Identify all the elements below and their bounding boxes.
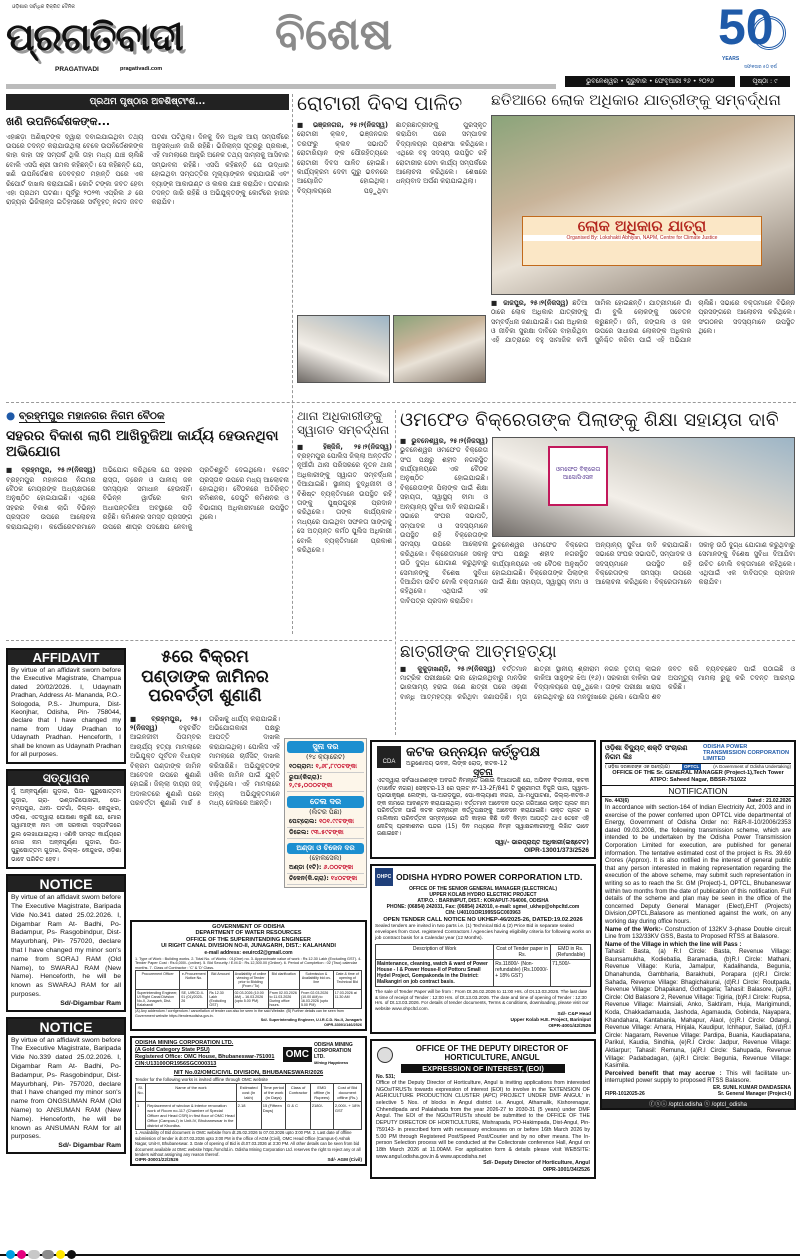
continued-story (6, 94, 289, 399)
black-dot (67, 1250, 76, 1259)
govt-emblem-icon (377, 1047, 393, 1063)
masthead (0, 0, 800, 92)
ad-text: By virtue of an affidavit sworn before The Executive Magistrate, Baripada Vide No.341 dated 25.02.2026. I, Digambar Ram At- Badhi, Po- Badampur, Ps- Rasgobindpur, Dist- Mayurbhanj, Pin- 757020, declare that I have changed my minor son's name from SORAJ RAM (Old Name), to SWARAJ RAM (New Name). Henceforth, he will be known as SWARAJ RAM for all purposes. (11, 894, 121, 998)
fuel-price: ତେଲ ଦର (ଲିଟର ପିଛା) ପେଟ୍ରୋଲ: ୧୦୧.୯୯ଟଙ୍କା ଡିଜେଲ: ୯୩.୫୯ଟଙ୍କା (285, 794, 366, 841)
magenta-dot (17, 1250, 26, 1259)
ad-title: ସତ୍ୟାପନ (8, 771, 124, 786)
cyan-dot (6, 1250, 15, 1259)
yellow-dot (56, 1250, 65, 1259)
omfed-photo (492, 437, 795, 537)
story-title: ଓମଫେଡ ବିକ୍ରେତାଙ୍କ ପିଲାଙ୍କୁ ଶିକ୍ଷା ସହାୟତା ଦାବି (400, 410, 779, 431)
divider (292, 94, 293, 634)
header-rule (6, 84, 556, 89)
kicker: ● ବ୍ରହ୍ମପୁର ମହାନଗର ନିଗମ ବୈଠକ (6, 410, 165, 422)
water-resources-tender: GOVERNMENT OF ODISHA DEPARTMENT OF WATER RESOURCES OFFICE OF THE SUPERINTENDING ENGINEER UI RIGHT CANAL DIVISION NO-II, JUNAGARH, DIST.: KALAHANDI e-mail address: eeuircd2@gmail.com 1. Type of Work : Building works. 2. Total No. of Works : 01(One) no. 3. Approximate value of work : Rs 12.30 Lakh (Excluding GST). 4. Tender Paper Cost : Rs.6,000/- (online). 5. Bid Security / E.M.D : Rs.12,300.00 (Online). 6. Period of Completion : 02 (Two) calendar months. 7. Class of Contractor : 'C' & 'D' Class. Procurement Officer e-Procurement Notice No. Bid Amount Availability of online viewing of Tender prior to Bidding (From / To) Bid clarification Submission & Availability bid on-line Date & time of opening of Technical Bid Superintending Engineer, UI Right Canal Division No-II, Junagarh, Dist-Kalahandi SE, UIRCD-II-01 (01)/2025-26 Rs 12.30 Lakh (Excluding GST) 02.03.2026 (10.00 AM) – 16.03.2026 (upto 5.00 PM) From 02.03.2026 to 11.03.2026 During office hours. From 02.03.2026 (10.00 AM) to 16.03.2026 (upto 5.00 PM) 17.03.2026 at 11.30 AM (A) Any addendum / corrigendum / cancellation of tender can also be seen in the said Website. (B) Further details can be seen from Government website https://tendersodisha.gov.in. Sd/- Superintending Engineer, U.I.R.C.D. No-II, Junagarh OIPR-33001/146/2526 (130, 920, 367, 1032)
optcl-village-label: Name of the Village in which the line will Pass : (605, 940, 742, 948)
cda-heading: ସୂଚନା (473, 768, 493, 778)
optcl-logo: OPTCL (683, 764, 700, 769)
page-number: ପୃଷ୍ଠା : ୯ (740, 76, 790, 87)
banner-text: ଓମଫେଡ ବିକ୍ରେତା ଆସୋସିଏସନ (548, 446, 608, 506)
divider (6, 640, 392, 641)
omfed-story (400, 410, 795, 638)
color-registration-bar (0, 1254, 800, 1256)
vikram-story (130, 648, 280, 915)
masthead-tagline: ଓଡ଼ିଶାର ସର୍ବାଧିକ ବିକ୍ରିତ ଦୈନିକ (12, 4, 76, 10)
story-title: ରୋଟାରୀ ଦିବସ ପାଳିତ (297, 91, 463, 115)
gold-price-title: ସୁନା ଦର (287, 741, 364, 753)
divider (6, 402, 796, 403)
cda-ref: OIPR-13001/373/2526 (523, 846, 589, 854)
anniversary-logo: 50 YEARS ସଫଳତାର ୫୦ ବର୍ଷ (718, 6, 798, 72)
ad-text: By virtue of an affidavit sworn before the Executive Magistrate, Champua dated 20/02/2026. I, Udaynath Pradhan, Address At- Mananda, P.O.- Sologoda, P.S.- Jhumpura, Dist- Keonjhar, Odisha, Pin- 758044, declare that I have changed my name from Uday Pradhan to Udaynath Pradhan. Henceforth, I shall be known as Udaynath Pradhan for all purposes. (11, 667, 121, 759)
lok-adhikar-story (491, 92, 795, 397)
story-body: ■ ହିଞ୍ଜିଳି, ୨୫।୨(ନିଜସ୍ୱ) ବ୍ରହ୍ମପୁର ପୋଲିସ ଜିଲ୍ଲା ଅନ୍ତର୍ଗତ ନୂଆଁଗାଁ ଥାନା ପରିସରରେ ନୂତନ ଥାନା ଅଧିକାରୀଙ୍କୁ ସ୍ୱାଗତ ସମ୍ବର୍ଦ୍ଧନା ଦିଆଯାଇଛି। ସ୍ଥାନୀୟ ବୁଦ୍ଧିଜୀବୀ ଓ ବିଶିଷ୍ଟ ବ୍ୟକ୍ତିମାନେ ଉପସ୍ଥିତ ରହି ତାଙ୍କୁ ପୁଷ୍ପଗୁଚ୍ଛ ପ୍ରଦାନ କରିଥିଲେ। ତାଙ୍କ କାର୍ଯ୍ୟକାଳ ମଧ୍ୟରେ ପାଇଥିବା ସଫଳତା ସାଙ୍ଗକୁ ସେ ଅତ୍ୟନ୍ତ କର୍ମଠ ପୁଲିସ ଅଧିକାରୀ ବୋଲି ବ୍ୟକ୍ତିମାନେ ପ୍ରକାଶ କରିଥିଲେ। (297, 442, 392, 555)
color-dots (6, 1250, 76, 1259)
optcl-villages: Tahasil: Basta, (a) R.I Circle: Basta, Revenue Village: Baunsamukha, Kodiebatia, Baramadia, (b)R.I Circle: Mathani, Revenue Village: Kuria, Jamalpur, Kadalihanda, Begunia, Dhanahunda, Gambharia, Barakhubi, Porapara (c)R.I Circle: Sahada, Revenue Village: Bhagichakurai, (d)R.I Circle: Routpada, Revenue Village: Dhapakand, Gothagaria; Tahasil: Balasore, (a)R.I Circle: Old Balasore 2, Revenue Village: Tigiria, (b)R.I Circle: Rupsa, Revenue Village: Mainsiali, Anko, Saktiram, Huja, Marigimundi, Koda, Chakkadamauda, Jashoda, Agamauda, Gobinda, Nayapara, Khandahara, Kantabania, Mahapur, Alaol, (c)R.I Circle: Odangi, Revenue Village: Amara, Hinjala, Kaudipur, Ichhapur, Sailad, (d)R.I Circle: Nagaram, Revenue Village: Pardipa, Buania, Kaudiapatana, Parikul, Kaudia, Sindhia, (e)R.I Circle: Jadpur, Revenue Village: Aktiarpur; Tahasil: Remuna, (a)R.I Circle: Sahupada, Revenue Village: Padabadagan, (a)R.I Circle: Begunia, Revenue Village: Kasimila. (605, 948, 791, 1070)
eoi-heading: EXPRESSION OF INTEREST, (EOI) (401, 1064, 565, 1073)
logo-english: PRAGATIVADI (55, 66, 99, 73)
omc-logo: OMC (283, 1047, 312, 1062)
story-body: ■ କୁକୁଡ଼ାଖଣ୍ଡି, ୨୫।୨(ନିଜସ୍ୱ) ବର୍ତ୍ତମାନ ମାଟ୍ରିକ ପରୀକ୍ଷାରେ ଭଲ ହୋଇନଥିବାରୁ ମାନସିକ ଭାରସାମ୍ୟ ହରାଇ ଜଣେ ଛାତ୍ରୀ ଘରେ ଓଢ଼ଣୀ ବାନ୍ଧି ଆତ୍ମହତ୍ୟା କରିଥିବା ଜଣାପଡ଼ିଛି। ମୃତା ଛାତ୍ରୀ ସ୍ଥାନୀୟ ଶ୍ରୀରାମ ନଗର ତୃତୀୟ ଲାଇନ କାଳିଆ ସାହୁଙ୍କ ଝିଅ (୧୬)। ସରକାରୀ ବାଳିକା ଉଚ୍ଚ ବିଦ୍ୟାଳୟରେ ପଢ଼ୁଥିଲେ। ତାଙ୍କ ପରୀକ୍ଷା ଖରାପ ହୋଇଥିବାରୁ ସେ ମନଦୁଃଖରେ ଥିଲେ। ପୋଲିସ ଶବ ଜବତ କରି ବ୍ୟବଚ୍ଛେଦ ପାଇଁ ପଠାଇଛି ଓ ଅପମୃତ୍ୟୁ ମାମଲା ରୁଜୁ କରି ତଦନ୍ତ ଆରମ୍ଭ କରିଛି। (400, 664, 795, 701)
story-title: ସହରର ବିକାଶ ଲାଗି ଆଖିବୁଜିଆ କାର୍ଯ୍ୟ ହେଉନଥିବା ଅଭିଯୋଗ (6, 428, 279, 461)
story-title: ଛତିଆରେ ଲୋକ ଅଧିକାର ଯାତ୍ରୀଙ୍କୁ ସମ୍ବର୍ଦ୍ଧନା (491, 92, 781, 109)
optcl-body: In accordance with section-164 of Indian Electricity Act, 2003 and in exercise of the power conferred upon OPTCL vide departmental of Energy, Government of Odisha Order no: R&R-II-10/2006/2353 dated 09.03.2006, the following transmission scheme, which are intended to be undertaken by the Odisha Power Transmission Corporation Limited for execution, are published for general information. The tentative estimated cost of the project is Rs. 39.69 Crores (Approx). It is also notified in the interest of general public that any person interested in making representation regarding the execution of the above scheme, may submit such representation in writing so as to reach the Sr. GM (Project)-1, OPTCL, Bhubaneswar within two months from the date of publication of this notification. Full details of the scheme and plan may be seen in the office of the concerned Deputy General Manager (Elect),EHT (Projects) Division,OPTCL,Balasore as mentioned against the work, on any working day during office hours. (605, 804, 791, 925)
eoi-text: Office of the Deputy Director of Horticulture, Angul is inviting applications from interested NGOs/TRUSTs towards expression of interest (EOI) to involve in the 'EXTENSION OF AGRICULTURE PRODUCTION CLUSTER (APC) PROJECT UNDER DMF ANGUL' in selective 5 Nos. of blocks in Angul district i.e. Anugol, Athamalik, Kishorenagar, Chhendipada and Palalahada from the year 2026-27 to 2030-31 (5 years) under DMF Angul. The EOI of the NGOs/TRUSTs should be submitted to the OFFICE OF THE DEPUTY DIRECTOR OF HORTICULTURE, Mishrapada, PO-Hakimpada, Dist-Angul, Pin-759143- in prescribed form with necessary enclosures on or before 16th March 2026 by 5.00 PM through Registered Post/Speed Post/Courier and by no other means. The In-person Selection process will be conducted at the Collectorate conference Hall, Angul on 18th March 2026 at 11.00AM. For application form & details please visit WEBSITE: www.angul.odisha.gov.in & www.apcodisha.net (376, 1079, 590, 1160)
water-table: Procurement Officer e-Procurement Notice No. Bid Amount Availability of online viewing of Tender prior to Bidding (From / To) Bid clarification Submission & Availability bid on-line Date & time of opening of Technical Bid Superintending Engineer, UI Right Canal Division No-II, Junagarh, Dist-Kalahandi SE, UIRCD-II-01 (01)/2025-26 Rs 12.30 Lakh (Excluding GST) 02.03.2026 (10.00 AM) – 16.03.2026 (upto 5.00 PM) From 02.03.2026 to 11.03.2026 During office hours. From 02.03.2026 (10.00 AM) to 16.03.2026 (upto 5.00 PM) 17.03.2026 at 11.30 AM (135, 970, 362, 1009)
ad-text: By virtue of an affidavit sworn before The Executive Magistrate, Baripada Vide No.339 dated 25.02.2026. I, Digambar Ram At- Badhi, Po- Badampur, Ps- Rasgobindpur, Dist- Mayurbhanj, Pin- 757020, declare that I have changed my minor son's name from ONGSUMAN RAM (Old Name) to ANSUMAN RAM (New Name). Henceforth, he will be known as ANSUMAN RAM for all purposes. (11, 1036, 121, 1141)
section-title: ବିଶେଷ (275, 9, 393, 60)
cda-notice (370, 740, 596, 859)
satyapana-ad (6, 769, 126, 869)
center-left-column (130, 648, 367, 1166)
newspaper-logo[interactable]: ପ୍ରଗତିବାଦୀ (6, 15, 183, 59)
berhampur-story (6, 410, 289, 638)
suicide-story (400, 643, 795, 735)
cda-text: ଏତଦ୍ୱାରା ସର୍ବସାଧାରଣଙ୍କ ଅବଗତି ନିମନ୍ତେ ଜଣାଇ ଦିଆଯାଉଛି ଯେ, ଅଭିନବ ବିଡ଼ାନାସୀ, କଟକ (ମାର୍କେଟ ନଗର) ସେକ୍ଟର-13 ରେ ପ୍ଲଟ ନଂ-13-2F/841 ଟି ସୁଶ୍ରୀମତୀ ବିଜୁଳି ପାଲ, ସ୍ୱାମୀ-ପ୍ରଭାକୃଷ୍ଣ ଲେଙ୍କା, ସା-ଅରଡ଼ପୁର, ପୋ-କଲ୍ୟାଣୀ ନଗର, ଥା-ମଧୁପାଟଣା, ଜିଲ୍ଲା-କଟକ-୬ ଙ୍କ ନାମରେ ଆବଣ୍ଟନ କରାଯାଇଥିଲା। ବର୍ତ୍ତମାନ ଆବେଦନ ପତ୍ର ଜରିଆରେ ଉକ୍ତ ପ୍ଲଟ ନାମ ପରିବର୍ତ୍ତନ ପାଇଁ କଟକ ଉନ୍ନୟନ କର୍ତ୍ତୃପକ୍ଷଙ୍କୁ ଆବେଦନ କରାଯାଇଛି। ଉକ୍ତ ପ୍ଲଟ ର ମାଲିକାନା ପରିବର୍ତ୍ତନ ସମ୍ବନ୍ଧରେ ଯଦି କାହାର କିଛି ଦାବି କିମ୍ବା ଆପତ୍ତି ଥାଏ ତେବେ ଏହି ନୋଟିସ୍ ପ୍ରକାଶନର ପନ୍ଦର (15) ଦିନ ମଧ୍ୟରେ ନିମ୍ନ ସ୍ୱାକ୍ଷରକାରୀଙ୍କୁ ଲିଖିତ ଭାବେ ଜଣାଇବେ। (377, 778, 589, 838)
story-body: ■ ବ୍ରହ୍ମପୁର, ୨୫।୨(ନିଜସ୍ୱ) ବ୍ରହ୍ମପୁର ମହାନଗର ନିଗମର ବୈଠକ ମେୟରଙ୍କ ଅଧ୍ୟକ୍ଷତାରେ ଅନୁଷ୍ଠିତ ହୋଇଯାଇଛି। ଏଥିରେ ସହରର ବିକାଶ ଲାଗି ବିଭିନ୍ନ ପ୍ରସ୍ତାବ ଉପରେ ଆଲୋଚନା କରାଯାଇଥିଲା। କର୍ପୋରେଟରମାନେ ଅଭିଯୋଗ କରିଥିଲେ ଯେ ସହରର ରାସ୍ତା, ଡ୍ରେନ ଓ ପାନୀୟ ଜଳ ସମସ୍ୟାର ସମାଧାନ ହେଉନାହିଁ। ବିଭିନ୍ନ ୱାର୍ଡରେ କାମ ଅଧାପନ୍ତରିଆ ଅବସ୍ଥାରେ ପଡ଼ି ରହିଛି। କମିଶନର ସମସ୍ତ ପ୍ରସଙ୍ଗ ଉପରେ ଶୀଘ୍ର ପଦକ୍ଷେପ ନେବାକୁ ପ୍ରତିଶ୍ରୁତି ଦେଇଥିଲେ। ବଜେଟ ପ୍ରସ୍ତାବ ଉପରେ ମଧ୍ୟ ଆଲୋଚନା ହୋଇଥିଲା। ବୈଠକରେ ଅତିରିକ୍ତ କମିଶନର, ଡେପୁଟି କମିଶନର ଓ ବିଭାଗୀୟ ଅଧିକାରୀମାନେ ଉପସ୍ଥିତ ଥିଲେ। (6, 466, 289, 531)
story-body: ■ ଭୁବନେଶ୍ୱର, ୨୫।୨(ନିଜସ୍ୱ) ଭୁବନେଶ୍ୱର ଓମଫେଡ ବିକ୍ରେତା ସଂଘ ପକ୍ଷରୁ ଶହୀଦ ନଗରସ୍ଥିତ କାର୍ଯ୍ୟାଳୟରେ ଏକ ବୈଠକ ଅନୁଷ୍ଠିତ ହୋଇଯାଇଛି। ବିକ୍ରେତାଙ୍କ ପିଲାଙ୍କ ପାଇଁ ଶିକ୍ଷା ସହାୟତା, ସ୍ୱାସ୍ଥ୍ୟ ବୀମା ଓ ଅନ୍ୟାନ୍ୟ ସୁବିଧା ଦାବି କରାଯାଇଛି। ସଭାରେ ସଂଘର ସଭାପତି, ସମ୍ପାଦକ ଓ ସଦସ୍ୟମାନେ ଉପସ୍ଥିତ ରହି ବିକ୍ରେତାଙ୍କ ସମସ୍ୟା ଉପରେ ଆଲୋଚନା କରିଥିଲେ। ବିକ୍ରେତାମାନେ ସକାଳୁ ଉଠି ଦୁଗ୍ଧ ଯୋଗାଣ କରୁଥିବାରୁ ସେମାନଙ୍କୁ ବିଶେଷ ସୁବିଧା ଦିଆଯିବା ଉଚିତ ବୋଲି ବକ୍ତାମାନେ କହିଥିଲେ। ଏଥିପାଇଁ ଏକ ଦାବିପତ୍ର ପ୍ରଦାନ କରାଯିବ। (400, 436, 488, 605)
cda-address: ଅରୁଣୋଦୟ ଭବନ, ଲିଙ୍କ ରୋଡ୍, କଟକ-12 (406, 760, 508, 767)
optcl-signature: ER. SUNIL KUMAR DANDASENA (713, 1084, 791, 1091)
center-right-column (370, 740, 596, 1179)
optcl-heading: NOTIFICATION (602, 785, 794, 797)
ad-title: NOTICE (8, 876, 124, 892)
ad-title: NOTICE (8, 1019, 124, 1035)
gray-dot (28, 1250, 40, 1259)
ad-signature: Sd/- Digambar Ram (58, 1142, 121, 1150)
cda-logo: CDA (377, 746, 401, 768)
gray-dot (42, 1250, 54, 1259)
optcl-notification: ଓଡ଼ିଶା ବିଦ୍ୟୁତ୍ ଶକ୍ତି ସଂଚାରଣ ନିଗମ ଲିଃ ODISHA POWER TRANSMISSION CORPORATION LIMITED ( ଓଡ଼ିଶା ସରକାରଙ୍କ ଏକ ଉଦ୍ୟୋଗ) OPTCL (A Government of Odisha Undertaking) OFFICE OF THE Sr. GENERAL MANAGER (Project-1),Tech Tower ATIPO: Saheed Nagar, BBSR-751022 NOTIFICATION No. 443(6) Dated : 21.02.2026 In accordance with section-164 of Indian Electricity Act, 2003 and in exercise of the power conferred upon OPTCL vide departmental of Energy, Government of Odisha Order no: R&R-II-10/2006/2353 dated 09.03.2006, the following transmission scheme, which are intended to be undertaken by the Odisha Power Transmission Corporation Limited for execution, are published for general information. The tentative estimated cost of the project is Rs. 39.69 Crores (Approx). It is also notified in the interest of general public that any person interested in making representation regarding the execution of the above scheme, may submit such representation in writing so as to reach the Sr. GM (Project)-1, OPTCL, Bhubaneswar within two months from the date of publication of this notification. Full details of the scheme and plan may be seen in the office of the concerned Deputy General Manager (Elect),EHT (Projects) Division,OPTCL,Balasore as mentioned against the work, on any working day during office hours. Name of the Work:- Construction of 132KV 3-phase Double circuit Line from 132/33KV GSS, Basta to Proposed RTSS at Balasore. Name of the Village in which the line will Pass : Tahasil: Basta, (a) R.I Circle: Basta, Revenue Village: Baunsamukha, Kodiebatia, Baramadia, (b)R.I Circle: Mathani, Revenue Village: Kuria, Jamalpur, Kadalihanda, Begunia, Dhanahunda, Gambharia, Barakhubi, Porapara (c)R.I Circle: Sahada, Revenue Village: Bhagichakurai, (d)R.I Circle: Routpada, Revenue Village: Dhapakand, Gothagaria; Tahasil: Balasore, (a)R.I Circle: Old Balasore 2, Revenue Village: Tigiria, (b)R.I Circle: Rupsa, Revenue Village: Mainsiali, Anko, Saktiram, Huja, Marigimundi, Koda, Chakkadamauda, Jashoda, Agamauda, Gobinda, Nayapara, Khandahara, Kantabania, Mahapur, Alaol, (c)R.I Circle: Odangi, Revenue Village: Amara, Hinjala, Kaudipur, Ichhapur, Sailad, (d)R.I Circle: Nagaram, Revenue Village: Pardipa, Buania, Kaudiapatana, Parikul, Kaudia, Sindhia, (e)R.I Circle: Jadpur, Revenue Village: Aktiarpur; Tahasil: Remuna, (a)R.I Circle: Sahupada, Revenue Village: Padabadagan, (a)R.I Circle: Begunia, Revenue Village: Kasimila. Perceived benefit that may accrue : This will facilitate un-interrupted power supply to proposed RTSS Balasore. ER. SUNIL KUMAR DANDASENA FIPR-1012025-26 Sr. General Manager (Project-I) ⓕⓧⓘ /optcl.odisha ⓧ /optcl_odisha (600, 740, 796, 1110)
optcl-benefit: Perceived benefit that may accrue : This will facilitate un-interrupted power supply to proposed RTSS Balasore. (605, 1069, 791, 1085)
banner-text: ଲୋକ ଅଧିକାର ଯାତ୍ରା (577, 216, 707, 235)
optcl-work: Name of the Work:- Construction of 132KV 3-phase Double circuit Line from 132/33KV GSS, Basta to Proposed RTSS at Balasore. (605, 925, 791, 941)
omc-heading: NIT No.02/OMC/CIVIL DIVISION, BHUBANESWAR/2026 (173, 1070, 324, 1077)
optcl-office: OFFICE OF THE Sr. GENERAL MANAGER (Project-1),Tech Tower ATIPO: Saheed Nagar, BBSR-751022 (612, 770, 784, 783)
divider (395, 410, 396, 735)
rotary-photo (297, 315, 390, 383)
banner-english: Organised By: Lokshakti Abhiyan, NAPM, Centre for Climate Justice (523, 235, 761, 241)
egg-price-title: ଅଣ୍ଡା ଓ ଚିକେନ ଦର (287, 843, 364, 854)
rotary-photo (393, 315, 486, 383)
ohpc-tender: OHPC ODISHA HYDRO POWER CORPORATION LTD. OFFICE OF THE SENIOR GENERAL MANAGER (ELECTRICAL) UPPER KOLAB HYDRO ELECTRIC PROJECT AT/P.O. : BARINIPUT, DIST.: KORAPUT-764006, ODISHA PHONE: (06854) 242031, Fax: (06854) 242010, e-mail: sgmel_ukhep@ohpcltd.com CIN: U40101OR1995SGC003963 OPEN TENDER CALL NOTICE NO UKHEP-46/2025-26, DATED:19.02.2026 Sealed tenders are invited in two parts i.e. (1) Technical Bid & (2) Price Bid in separate sealed envelopes from Govt. registered Contractors / Agencies having eligibility criteria for following works on job contract basis for a Calendar year (12 Months). Description of Work Cost of Tender paper in Rs. EMD in Rs. (Refundable) Maintenance, cleaning, watch & ward of Power House - I & Power House-II of Pottoru Small Hydel Project, Gompakonda in the District: Malkangiri on job contract basis. Rs.11800/- (Non-refundable) (Rs.10000/- + 18% GST) 71,500/- The sale of Tender Paper will be from : From Dt.26.02.2026 to 11:00 Hrs. of Dt.13.03.2026. The last date & time of receipt of Tender : 12:00 Hrs. of Dt.13.03.2026. The date and time of opening of Tender : 12:30 Hrs. of Dt.13.03.2026. For details of tender documents, Terms & conditions, downloading, please visit our website www.ohpcltd.com. Sd/- C&P Head Upper Kolab H.E. Project, Bariniput OIPR-4001/42/2526 (370, 864, 596, 1034)
rotary-story (297, 92, 487, 397)
cda-signature: ସ୍ୱା/- ଭାରପ୍ରାପ୍ତ ଅଧିକାରୀ(ଇଷ୍ଟେଟ) (494, 838, 589, 846)
ohpc-title: ODISHA HYDRO POWER CORPORATION LTD. (396, 871, 583, 882)
ad-text: ମୁଁ ଅନ୍ନପୂର୍ଣ୍ଣା ଗୁଡ଼ାର, ପିତା- ପୁରୁଷୋତ୍ତମ ଗୁଡ଼ାର, ଗ୍ରା- ଭଣ୍ଡାରିପୋଖରୀ, ପୋ- ଚମ୍ପପୁର, ଥାନା- ଘଟଗାଁ, ଜିଲ୍ଲା- କେନ୍ଦୁଝର, ଓଡ଼ିଶା, ଏତଦ୍ୱାରା ଘୋଷଣା କରୁଛି ଯେ, ମୋର ସ୍ୱାମୀଙ୍କ ନାମ ଏକ ସରକାରୀ ଦସ୍ତାବିଜରେ ଭୁଲ ଲେଖାଯାଇଥିଲା। ଏଣିକି ସମସ୍ତ କାର୍ଯ୍ୟରେ ମୋର ନାମ ଅନ୍ନପୂର୍ଣ୍ଣା ଗୁଡ଼ାର, ପିତା- ପୁରୁଷୋତ୍ତମ ଗୁଡ଼ାର, ଜିଲ୍ଲା- କେନ୍ଦୁଝର, ଓଡ଼ିଶା ଭାବେ ପରିଚିତ ହେବ। (11, 788, 121, 863)
egg-chicken-price: ଅଣ୍ଡା ଓ ଚିକେନ ଦର (ହୋଲସେଲ) ଅଣ୍ଡା (୧ଟି): ୬.୦୦ଟଙ୍କା ଚିକେନ(କି.ଗ୍ରା): ୧୪୦ଟଙ୍କା (285, 841, 366, 887)
notice-ad (6, 1017, 126, 1155)
affidavit-ad (6, 648, 126, 764)
gold-price: ସୁନା ଦର (୨୪ କ୍ୟାରେଟ) ୧୦ଗ୍ରାମ: ୧,୬୮,୮୯୦ଟଙ୍କା ରୁପା(କିଗ୍ରା): ୨,୯୫,୦୦୦ଟଙ୍କା (285, 739, 366, 794)
ohpc-logo: OHPC (375, 868, 393, 886)
story-title: ଖଣି ଉପନିର୍ଦ୍ଦେଶକଙ୍କ... (6, 115, 111, 128)
lok-adhikar-photo (491, 115, 795, 295)
story-body: ଏହାଛଡ଼ା ଅଣିଷ୍ଟଙ୍କ ଦ୍ୱାରା ଦବାଇଯାଇଥିବା ତଥ୍ୟ ଉପରେ ତଦନ୍ତ କରାଯାଉଥିଲା ବେଳେ ଉପନିର୍ଦ୍ଦେଶକଙ୍କ କାହା କାହା ସହ ସମ୍ପର୍କ ଥିଲି ତାହା ମଧ୍ୟ ଯାଞ୍ଚ ଚାଲିଛି ବୋଲି ଏସପି ଶ୍ରୀ ସାମଲ କହିଛନ୍ତି। ସେ କହିଛନ୍ତି ଯେ, ଖଣି ଉପନିର୍ଦ୍ଦେଶକ ଦେବବ୍ରତ ମହାନ୍ତି ପରେ ଏକ ରିପୋର୍ଟ ଦାଖଲ କରାଯାଇଛି। କୋଟି ଟଙ୍କା ଜବତ ହେବା ଏହା ପ୍ରଥମ ଘଟଣା। ପୂର୍ବରୁ ୨୦୨୩ ଏପ୍ରିଲ ୬ ରେ ରାଜ୍ୟର ଭିଜିଲାନ୍ସ ଇତିହାସରେ ସର୍ବବୃହତ୍ ନଗଦ ଜବତ ଘଟଣା ଘଟିଥିଲା। ଦିନକୁ ଦିନ ଅଧିକ ଆୟ ସମ୍ପର୍କରେ ଅନୁସନ୍ଧାନ ଜାରି ରହିଛି। ଭିଜିଲାନ୍ସ ସୂତ୍ରରୁ ପ୍ରକାଶ, ଏହି ମାମଲାରେ ଆହୁରି ଅନେକ ତଥ୍ୟ ସାମ୍ନାକୁ ଆସିବାର ସମ୍ଭାବନା ରହିଛି। ଏସପି କହିଛନ୍ତି ଯେ ଉଦ୍ଧାର ହୋଇଥିବା ସମ୍ପତ୍ତିର ମୂଲ୍ୟାଙ୍କନ କରାଯାଉଛି ଏବଂ ବ୍ୟାଙ୍କ ଆକାଉଣ୍ଟ ଓ ଲକର ଯାଞ୍ଚ କରାଯିବ। ଘଟଣାର ତଦନ୍ତ ଜାରି ରହିଛି ଓ ଅଭିଯୁକ୍ତଙ୍କୁ କୋର୍ଟରେ ହାଜର କରାଯିବ। (6, 132, 289, 207)
continued-banner: ପ୍ରଥମ ପୃଷ୍ଠାର ଅବଶିଷ୍ଟାଂଶ... (6, 94, 289, 110)
emblem-icon (752, 16, 786, 50)
fuel-price-title: ତେଲ ଦର (287, 796, 364, 808)
story-title: ଥାନା ଅଧିକାରୀଙ୍କୁ ସ୍ୱାଗତ ସମ୍ବର୍ଦ୍ଧନା (297, 410, 390, 437)
dateline: ■ ଭଞ୍ଜନଗର, ୨୫।୨(ନିଜସ୍ୱ) (297, 121, 388, 129)
ohpc-table: Description of Work Cost of Tender paper in Rs. EMD in Rs. (Refundable) Maintenance, cleaning, watch & ward of Power House - I & Power House-II of Pottoru Small Hydel Project, Gompakonda in the District: Malkangiri on job contract basis. Rs.11800/- (Non-refundable) (Rs.10000/- + 18% GST) 71,500/- (375, 944, 591, 987)
left-ads-column (6, 648, 126, 1154)
story-body: ■ ଭଞ୍ଜନଗର, ୨୫।୨(ନିଜସ୍ୱ) ରୋଟାରୀ କ୍ଲବ, ଭଞ୍ଜନଗର ତରଫରୁ କ୍ଲବ ସଭାପତି ରୋଟାରିୟାନ ଙ୍କ ପୌରହିତ୍ୟରେ ରୋଟାରୀ ଦିବସ ପାଳିତ ହୋଇଛି। କାର୍ଯ୍ୟକ୍ରମ ଦେବୀ ଗୁରୁ ଭବନରେ ଆୟୋଜିତ ହୋଇଥିଲା। ବିଦ୍ୟାଳୟରେ ପଢ଼ୁଥିବା ଛାତ୍ରଛାତ୍ରୀଙ୍କୁ ପୁରସ୍କୃତ କରାଯିବା ପରେ ସମ୍ପାଦକ ବିଦ୍ୟାଳୟର ପ୍ରଶଂସା କରିଥିଲେ। ଏଥିରେ ବହୁ ସଦସ୍ୟ ଉପସ୍ଥିତ ରହି ରୋଟାରୀର ସେବା କାର୍ଯ୍ୟ ସମ୍ପର୍କରେ ଆଲୋଚନା କରିଥିଲେ। ଶେଷରେ ଧନ୍ୟବାଦ ଅର୍ପଣ କରାଯାଇଥିଲା। (297, 121, 487, 195)
cda-title: କଟକ ଉନ୍ନୟନ କର୍ତ୍ତୃପକ୍ଷ (406, 745, 541, 760)
story-body-cont: ଭୁବନେଶ୍ୱର ଓମଫେଡ ବିକ୍ରେତା ସଂଘ ପକ୍ଷରୁ ଶହୀଦ ନଗରସ୍ଥିତ କାର୍ଯ୍ୟାଳୟରେ ଏକ ବୈଠକ ଅନୁଷ୍ଠିତ ହୋଇଯାଇଛି। ବିକ୍ରେତାଙ୍କ ପିଲାଙ୍କ ପାଇଁ ଶିକ୍ଷା ସହାୟତା, ସ୍ୱାସ୍ଥ୍ୟ ବୀମା ଓ ଅନ୍ୟାନ୍ୟ ସୁବିଧା ଦାବି କରାଯାଇଛି। ସଭାରେ ସଂଘର ସଭାପତି, ସମ୍ପାଦକ ଓ ସଦସ୍ୟମାନେ ଉପସ୍ଥିତ ରହି ବିକ୍ରେତାଙ୍କ ସମସ୍ୟା ଉପରେ ଆଲୋଚନା କରିଥିଲେ। ବିକ୍ରେତାମାନେ ସକାଳୁ ଉଠି ଦୁଗ୍ଧ ଯୋଗାଣ କରୁଥିବାରୁ ସେମାନଙ୍କୁ ବିଶେଷ ସୁବିଧା ଦିଆଯିବା ଉଚିତ ବୋଲି ବକ୍ତାମାନେ କହିଥିଲେ। ଏଥିପାଇଁ ଏକ ଦାବିପତ୍ର ପ୍ରଦାନ କରାଯିବ। (492, 540, 795, 587)
horticulture-eoi: OFFICE OF THE DEPUTY DIRECTOR OF HORTICULTURE, ANGUL EXPRESSION OF INTEREST, (EOI) No. 531; Office of the Deputy Director of Horticulture, Angul is inviting applications from interested NGOs/TRUSTs towards expression of interest (EOI) to involve in the 'EXTENSION OF AGRICULTURE PRODUCTION CLUSTER (APC) PROJECT UNDER DMF ANGUL' in selective 5 Nos. of blocks in Angul district i.e. Anugol, Athamalik, Kishorenagar, Chhendipada and Palalahada from the year 2026-27 to 2030-31 (5 years) under DMF Angul. The EOI of the NGOs/TRUSTs should be submitted to the OFFICE OF THE DEPUTY DIRECTOR OF HORTICULTURE, Mishrapada, PO-Hakimpada, Dist-Angul, Pin-759143- in prescribed form with necessary enclosures on or before 16th March 2026 by 5.00 PM through Registered Post/Speed Post/Courier and by no other means. The In-person Selection process will be conducted at the Collectorate conference Hall, Angul on 18th March 2026 at 11.00AM. For application form & details please visit WEBSITE: www.angul.odisha.gov.in & www.apcodisha.net Sd/- Deputy Director of Horticulture, Angul OIPR-1001/34/2526 (370, 1039, 596, 1179)
story-title: ୫ରେ ବିକ୍ରମ ପଣ୍ଡାଙ୍କ ଜାମିନର ପରବର୍ତ୍ତୀ ଶୁଣାଣି (141, 647, 269, 707)
story-body: ■ ଜାଜପୁର, ୨୫।୨(ନିଜସ୍ୱ) ଛତିଆ ଠାରେ ଲୋକ ଅଧିକାର ଯାତ୍ରୀଙ୍କୁ ସମ୍ବର୍ଦ୍ଧନା ଜଣାଯାଇଛି। ଗଣ ଅଧିକାର ଓ ଜୀବିକା ସୁରକ୍ଷା ଦାବିରେ ବାହାରିଥିବା ଏହି ଯାତ୍ରାରେ ବହୁ ସାମାଜିକ କର୍ମୀ ସାମିଲ ହୋଇଛନ୍ତି। ଯାତ୍ରୀମାନେ ଗାଁ ଗାଁ ବୁଲି ଲୋକଙ୍କୁ ସଚେତନ କରୁଛନ୍ତି। ଜମି, ଜଙ୍ଗଲ ଓ ଜଳ ଉପରେ ସାଧାରଣ ଲୋକଙ୍କ ଅଧିକାର ସୁନିଶ୍ଚିତ କରିବା ପାଇଁ ଏହି ଅଭିଯାନ ଚାଲିଛି। ସଭାରେ ବକ୍ତାମାନେ ବିଭିନ୍ନ ପ୍ରସଙ୍ଗରେ ଆଲୋଚନା କରିଥିଲେ। ସଂଗଠନର ସଦସ୍ୟମାନେ ଉପସ୍ଥିତ ଥିଲେ। (491, 298, 795, 345)
divider (400, 640, 795, 641)
website-link[interactable]: pragativadi.com (120, 66, 163, 72)
ad-title: AFFIDAVIT (8, 650, 124, 665)
ad-signature: Sd/-Digambar Ram (60, 999, 121, 1007)
omc-tender: ODISHA MINING CORPORATION LTD. (A Gold Category State PSU) Registered Office: OMC House, Bhubaneswar-751001 CIN:U13100OR1956SGC000313 OMC ODISHA MINING CORPORATION LTD. Mining Happiness NIT No.02/OMC/CIVIL DIVISION, BHUBANESWAR/2026 Tender for the following works is invited offline through OMC website Sl. No. Name of the work Estimated cost (In lakh) Time period of the work (in Days) Class of Contractor EMD offline (In Rupees) Cost of Bid document offline (Rs.) 1 Replacement of window & interior renovation work of Room no-117 (Chamber of Special Officer and Head CSR) in first floor of OMC Head Office (Campus-I) in Unit-IV, Bhubaneswar in the district of Khordha. 2.18 15 (Fifteen Days) D & C 2180/- 2,000/- + 18% GST 1. Availability of Bid document in OMC website from dt.25.02.2026 to 07.03.2026 upto 3:00 PM. 2. Last date of offline submission of tender is dt.07.03.2026 upto 3:00 PM in the office of AGM (Civil), OMC Head Office (Campus-I) Ashok Nagar, Unit-II, Bhubaneswar. 3. Date of opening of Bid is dt.07.03.2026 at 3:30 PM. All other details can be seen from bid document available at OMC website https://omcltd.in. Odisha Mining Corporation Ltd. reserves the right to reject any or all tenders without assigning any reason thereof. OIPR-30001/22/2526 Sd/- AGM (Civil) (130, 1036, 367, 1166)
ohpc-heading: OPEN TENDER CALL NOTICE NO UKHEP-46/2025-26, DATED:19.02.2026 (383, 916, 583, 923)
story-body: ■ ବ୍ରହ୍ମପୁର, ୨୫।୨(ନିଜସ୍ୱ) ବହୁଚର୍ଚ୍ଚିତ ଆଇନଜୀବୀ ପିତାମ୍ବର ଆଚାର୍ଯ୍ୟ ହତ୍ୟା ମାମଲାରେ ଅଭିଯୁକ୍ତ ପୂର୍ବତନ ବିଧାୟକ ବିକ୍ରମ ପଣ୍ଡାଙ୍କ ଜାମିନ ଆବେଦନ ଉପରେ ଶୁଣାଣି ହୋଇଛି। ଜିଲ୍ଲା ଦାୟରା ଜଜ୍ ଅଦାଲତରେ ଶୁଣାଣି ପରେ ପରବର୍ତ୍ତୀ ଶୁଣାଣି ମାର୍ଚ୍ଚ ୫ ତାରିଖକୁ ଧାର୍ଯ୍ୟ କରାଯାଇଛି। ଅଭିଯୋଗକାରୀ ପକ୍ଷରୁ ଆପତ୍ତି ଦାଖଲ କରାଯାଇଥିଲା। ପୋଲିସ ଏହି ମାମଲାରେ ଚାର୍ଜସିଟ୍ ଦାଖଲ କରିସାରିଛି। ଅଭିଯୁକ୍ତଙ୍କ ଓକିଲ ଜାମିନ ପାଇଁ ଯୁକ୍ତି ବାଢ଼ିଥିଲେ। ଏହି ମାମଲାରେ ଅନ୍ୟ ଅଭିଯୁକ୍ତମାନେ ମଧ୍ୟ ଜେଲରେ ଅଛନ୍ତି। (130, 714, 280, 808)
notice-ad (6, 874, 126, 1012)
story-title: ଛାତ୍ରୀଙ୍କ ଆତ୍ମହତ୍ୟା (400, 643, 557, 662)
optcl-social-links[interactable]: ⓕⓧⓘ /optcl.odisha ⓧ /optcl_odisha (602, 1099, 794, 1108)
thana-story (297, 410, 392, 638)
dateline-bar: ଭୁବନେଶ୍ୱର • ଗୁରୁବାର • ଫେବୃଆରୀ ୨୬ • ୨୦୨୬ (565, 76, 735, 87)
optcl-header-odia: ଓଡ଼ିଶା ବିଦ୍ୟୁତ୍ ଶକ୍ତି ସଂଚାରଣ ନିଗମ ଲିଃ ODISHA POWER TRANSMISSION CORPORATION LIMITED (605, 744, 791, 764)
omc-table: Sl. No. Name of the work Estimated cost (In lakh) Time period of the work (in Days) Class of Contractor EMD offline (In Rupees) Cost of Bid document offline (Rs.) 1 Replacement of window & interior renovation work of Room no-117 (Chamber of Special Officer and Head CSR) in first floor of OMC Head Office (Campus-I) in Unit-IV, Bhubaneswar in the district of Khordha. 2.18 15 (Fifteen Days) D & C 2180/- 2,000/- + 18% GST (137, 1085, 360, 1129)
price-box (284, 738, 367, 888)
